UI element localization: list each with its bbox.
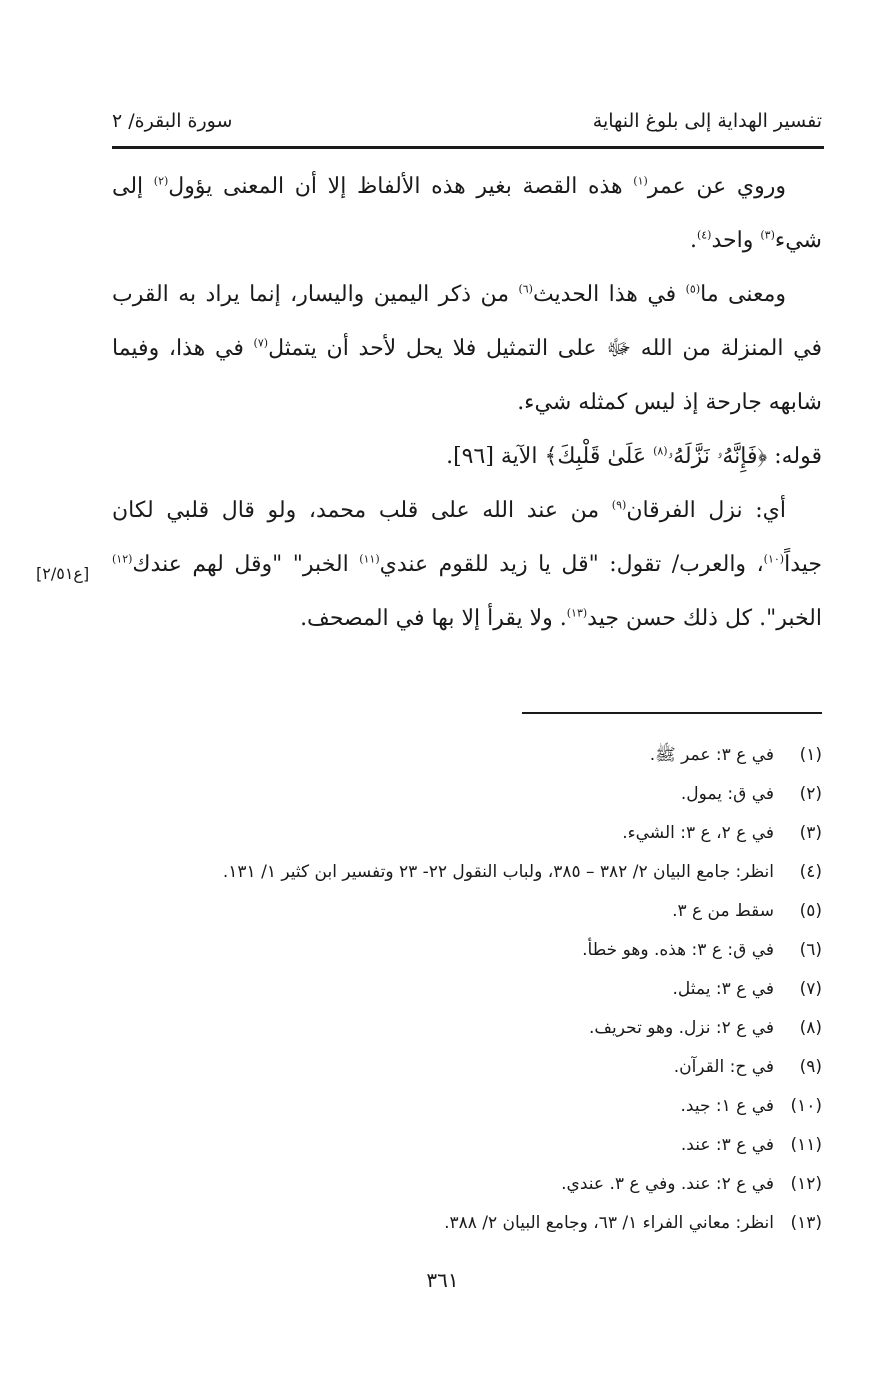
- footnote-item: [112, 970, 822, 1009]
- footnote-item: [112, 814, 822, 853]
- footnote-number: (٣): [799, 823, 822, 843]
- footnote-item: [112, 1165, 822, 1204]
- footnote-item: [112, 1009, 822, 1048]
- footnote-item: [112, 736, 822, 775]
- footnote-item: [112, 775, 822, 814]
- footnote-ref: (٦): [518, 282, 533, 296]
- footnote-item: [112, 1048, 822, 1087]
- paragraph-4: أي: نزل الفرقان$^{(٩)}$ من عند الله على قلب محمد، ولو قال قلبي لكان جيداً$^{(١٠)}$، والعرب/ تقول: "قل يا زيد للقوم عندي$^{(١١)}$ الخبر" "وقل لهم عندك$^{(١٢)}$ الخبر". كل ذلك حسن جيد$^{(١٣)}$. ولا يقرأ إلا بها في المصحف.: [112, 498, 822, 631]
- main-text: [112, 160, 822, 646]
- footnote-ref: (٢): [153, 174, 169, 188]
- footnote-text: في ع ٣: يمثل.: [672, 979, 774, 999]
- footnote-text: في ح: القرآن.: [673, 1057, 774, 1077]
- footnote-ref: (١٢): [112, 552, 133, 566]
- footnotes-list: [112, 736, 822, 1243]
- footnote-number: (١١): [790, 1135, 822, 1155]
- surah-title: سورة البقرة/ ٢: [112, 110, 233, 132]
- footnote-number: (٨): [799, 1018, 822, 1038]
- footnote-text: في ق: ع ٣: هذه. وهو خطأ.: [582, 940, 774, 960]
- footnote-number: (١٢): [790, 1174, 822, 1194]
- footnote-text: في ع ٣: عند.: [680, 1135, 774, 1155]
- footnote-number: (٥): [799, 901, 822, 921]
- footnote-item: [112, 1126, 822, 1165]
- footnote-text: في ع ٢: عند. وفي ع ٣. عندي.: [561, 1174, 774, 1194]
- footnote-text: في ع ٢، ع ٣: الشيء.: [622, 823, 774, 843]
- footnote-text: سقط من ع ٣.: [672, 901, 774, 921]
- quran-verse-line: قوله: ﴿فَإِنَّهُۥ نَزَّلَهُۥ$^{(٨)}$ عَلَىٰ قَلْبِكَ﴾ الآية [٩٦].: [446, 444, 822, 469]
- footnote-text: في ع ١: جيد.: [680, 1096, 774, 1116]
- footnote-ref: (٤): [696, 228, 712, 242]
- footnote-ref: (١): [633, 174, 648, 188]
- footnote-ref: (٧): [253, 336, 269, 350]
- footnote-number: (١): [799, 745, 822, 765]
- footnote-text: في ع ٣: عمر ﷺ.: [649, 745, 774, 765]
- footnote-ref: (١١): [359, 552, 380, 566]
- running-header: [112, 110, 822, 146]
- header-rule: [112, 146, 824, 149]
- footnote-separator: [522, 712, 822, 714]
- paragraph-2: ومعنى ما$^{(٥)}$ في هذا الحديث$^{(٦)}$ من ذكر اليمين واليسار، إنما يراد به القرب في المنزلة من الله ﷻ على التمثيل فلا يحل لأحد أن يتمثل$^{(٧)}$ في هذا، وفيما شابهه جارحة إذ ليس كمثله شيء.: [112, 282, 822, 415]
- footnote-item: [112, 931, 822, 970]
- footnote-ref: (٨): [653, 444, 668, 458]
- footnote-text: انظر: معاني الفراء ١/ ٦٣، وجامع البيان ٢/ ٣٨٨.: [444, 1213, 774, 1233]
- footnote-item: [112, 1087, 822, 1126]
- paragraph-1: وروي عن عمر$^{(١)}$ هذه القصة بغير هذه الألفاظ إلا أن المعنى يؤول$^{(٢)}$ إلى شيء$^{(٣)}$ واحد$^{(٤)}$.: [112, 174, 822, 253]
- footnote-number: (١٣): [790, 1213, 822, 1233]
- footnote-ref: (٣): [760, 228, 775, 242]
- footnote-item: [112, 853, 822, 892]
- footnote-text: في ق: يمول.: [680, 784, 774, 804]
- manuscript-margin-ref: [ع٢/٥١]: [36, 564, 90, 583]
- footnote-ref: (١٣): [566, 606, 588, 620]
- footnote-number: (٩): [799, 1057, 822, 1077]
- footnote-number: (٢): [799, 784, 822, 804]
- book-title: تفسير الهداية إلى بلوغ النهاية: [592, 110, 822, 132]
- footnote-item: [112, 1204, 822, 1243]
- footnote-number: (٦): [799, 940, 822, 960]
- footnote-text: انظر: جامع البيان ٢/ ٣٨٢ – ٣٨٥، ولباب النقول ٢٢- ٢٣ وتفسير ابن كثير ١/ ١٣١.: [222, 862, 774, 882]
- footnote-number: (٤): [799, 862, 822, 882]
- footnote-text: في ع ٢: نزل. وهو تحريف.: [589, 1018, 774, 1038]
- footnote-ref: (٥): [685, 282, 701, 296]
- footnote-number: (٧): [799, 979, 822, 999]
- footnote-number: (١٠): [790, 1096, 822, 1116]
- footnote-item: [112, 892, 822, 931]
- page-number: ٣٦١: [426, 1268, 459, 1292]
- footnote-ref: (٩): [611, 498, 627, 512]
- footnote-ref: (١٠): [763, 552, 785, 566]
